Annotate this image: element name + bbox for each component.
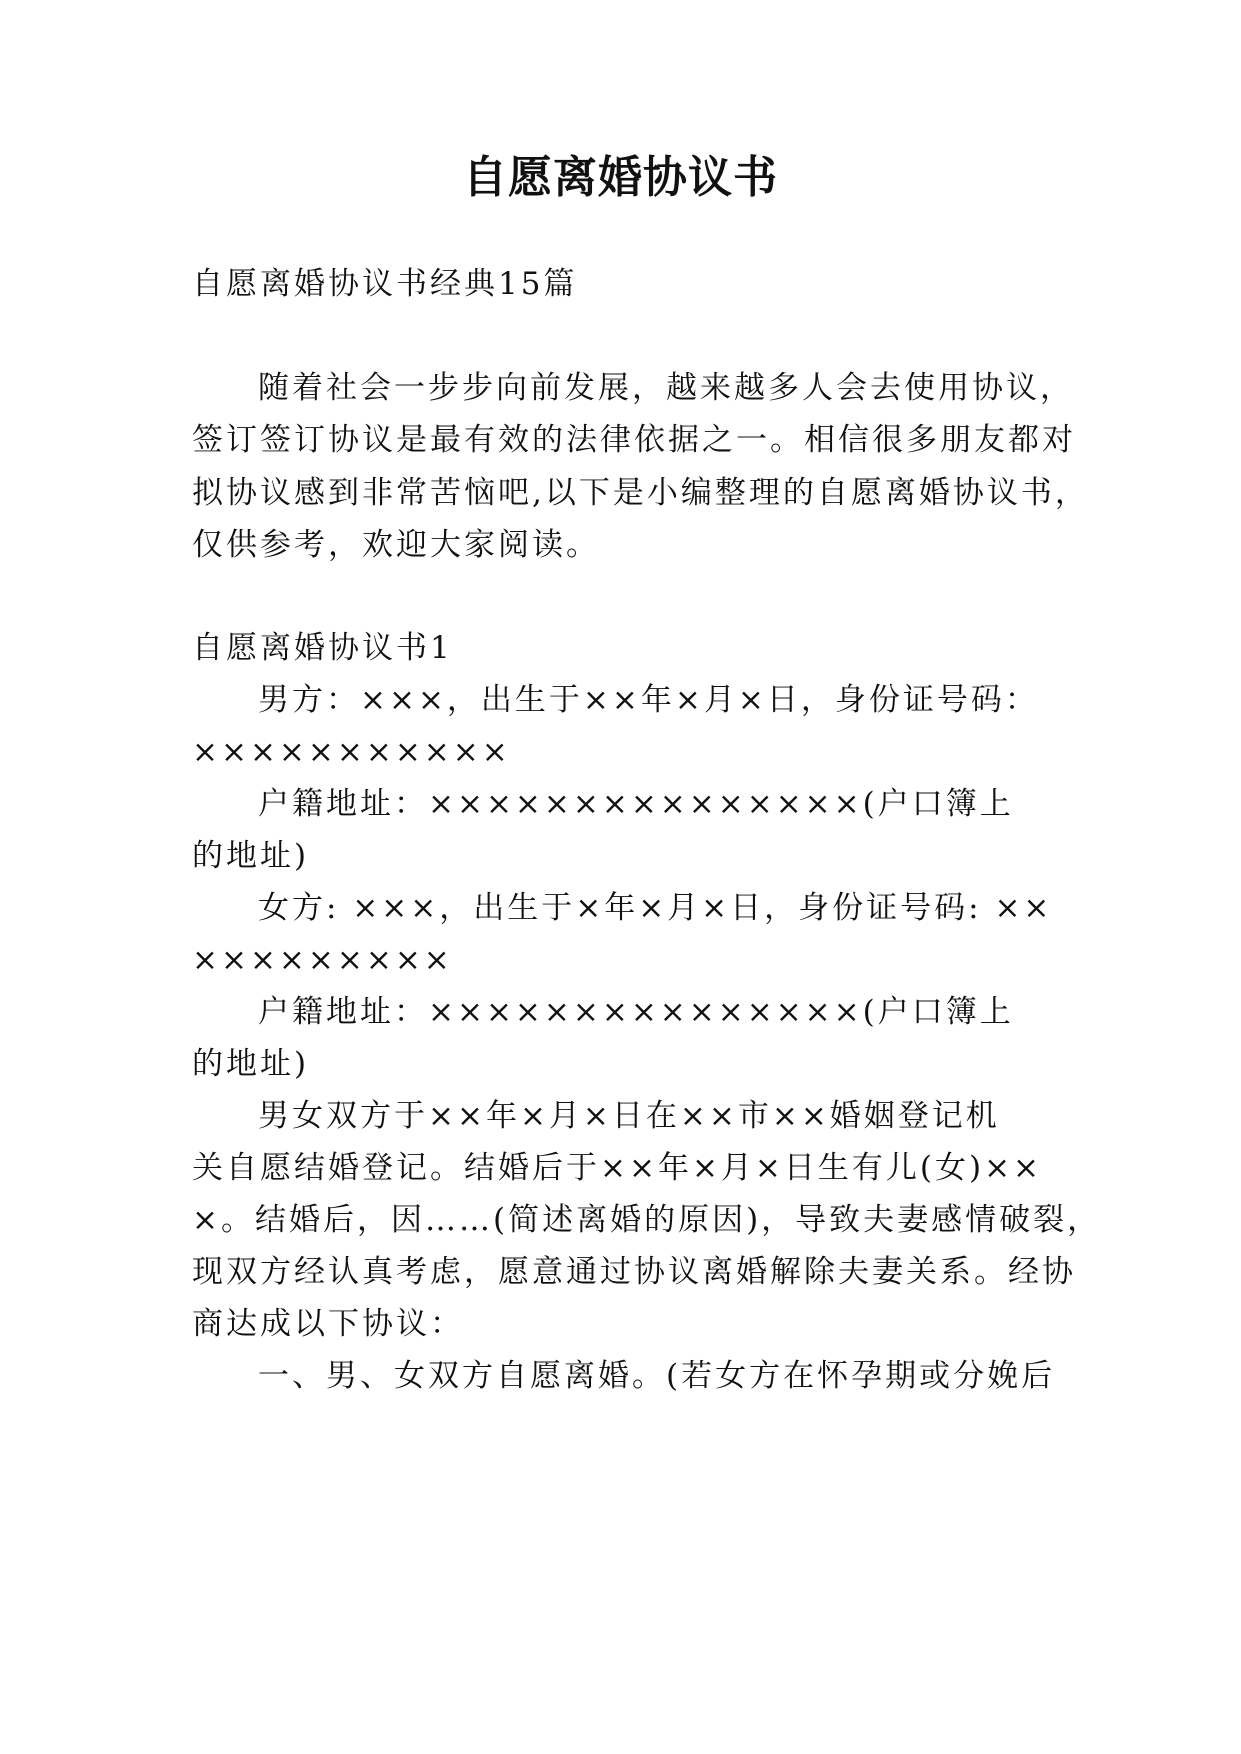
intro-line: 拟协议感到非常苦恼吧,以下是小编整理的自愿离婚协议书， (192, 475, 1089, 511)
body-line: 户籍地址：×××××××××××××××(户口簿上 (258, 786, 1014, 822)
body-line: ××××××××××× (192, 734, 511, 770)
body-line: 的地址) (192, 838, 310, 874)
body-line: 关自愿结婚登记。结婚后于××年×月×日生有儿(女)×× (192, 1150, 1043, 1186)
body-line: 一、男、女双方自愿离婚。(若女方在怀孕期或分娩后 (258, 1358, 1056, 1394)
body-line: 的地址) (192, 1046, 310, 1082)
intro-line: 仅供参考，欢迎大家阅读。 (192, 527, 600, 563)
body-line: 女方: ×××，出生于×年×月×日，身份证号码: ×× (258, 890, 1053, 926)
intro-line: 随着社会一步步向前发展，越来越多人会去使用协议， (258, 370, 1074, 406)
body-line: ×。结婚后，因……(简述离婚的原因)，导致夫妻感情破裂， (192, 1202, 1102, 1238)
body-line: 户籍地址：×××××××××××××××(户口簿上 (258, 994, 1014, 1030)
body-line: ××××××××× (192, 942, 453, 978)
section-heading: 自愿离婚协议书1 (192, 630, 453, 666)
intro-line: 签订签订协议是最有效的法律依据之一。相信很多朋友都对 (192, 422, 1076, 458)
body-line: 商达成以下协议： (192, 1306, 464, 1342)
body-line: 男女双方于××年×月×日在××市××婚姻登记机 (258, 1098, 1000, 1134)
body-line: 现双方经认真考虑，愿意通过协议离婚解除夫妻关系。经协 (192, 1254, 1076, 1290)
document-title: 自愿离婚协议书 (463, 152, 778, 203)
body-line: 男方：×××，出生于××年×月×日，身份证号码： (258, 682, 1039, 718)
document-subtitle: 自愿离婚协议书经典15篇 (192, 266, 578, 302)
